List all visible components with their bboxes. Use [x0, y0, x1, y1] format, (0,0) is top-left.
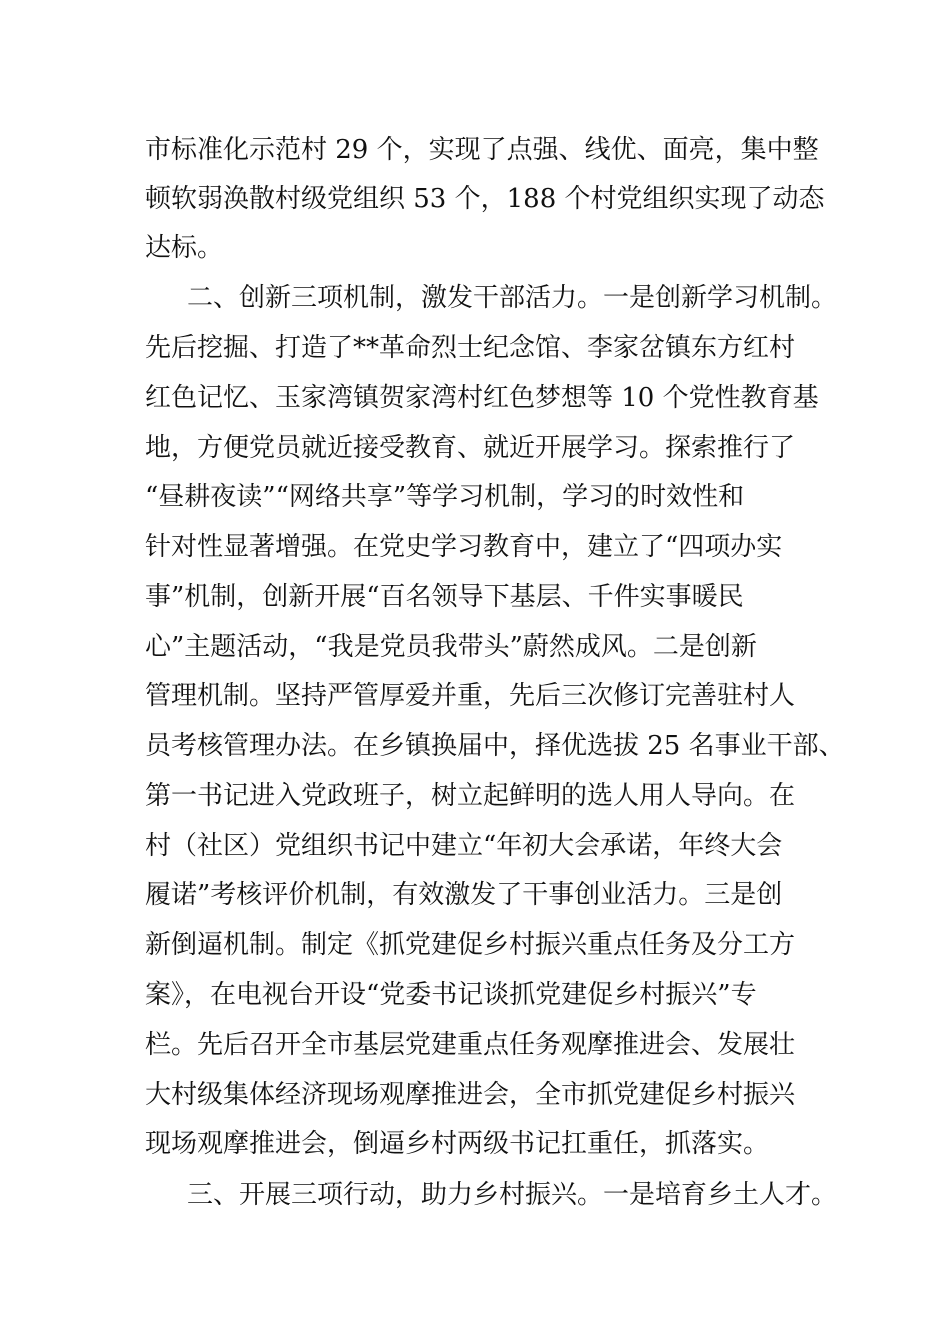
text-line: 事”机制，创新开展“百名领导下基层、千件实事暖民	[145, 582, 744, 612]
text-line: 先后挖掘、打造了**革命烈士纪念馆、李家岔镇东方红村	[145, 333, 796, 363]
text-line: 顿软弱涣散村级党组织 53 个，188 个村党组织实现了动态	[145, 184, 825, 214]
text-line: 地，方便党员就近接受教育、就近开展学习。探索推行了	[145, 433, 796, 463]
text-line: 大村级集体经济现场观摩推进会，全市抓党建促乡村振兴	[145, 1080, 796, 1110]
text-line: 针对性显著增强。在党史学习教育中，建立了“四项办实	[145, 532, 783, 562]
text-line: 心”主题活动，“我是党员我带头”蔚然成风。二是创新	[145, 632, 757, 662]
text-line: 员考核管理办法。在乡镇换届中，择优选拔 25 名事业干部、	[145, 731, 845, 761]
text-line: 达标。	[145, 233, 224, 263]
text-line: 新倒逼机制。制定《抓党建促乡村振兴重点任务及分工方	[145, 930, 796, 960]
text-line: 市标准化示范村 29 个，实现了点强、线优、面亮，集中整	[145, 135, 819, 165]
paragraph-heading-line: 三、开展三项行动，助力乡村振兴。一是培育乡土人才。	[187, 1180, 838, 1210]
text-line: 第一书记进入党政班子，树立起鲜明的选人用人导向。在	[145, 781, 796, 811]
text-line: 管理机制。坚持严管厚爱并重，先后三次修订完善驻村人	[145, 681, 796, 711]
text-line: 案》，在电视台开设“党委书记谈抓党建促乡村振兴”专	[145, 980, 757, 1010]
text-line: 村（社区）党组织书记中建立“年初大会承诺，年终大会	[145, 831, 783, 861]
paragraph-heading-line: 二、创新三项机制，激发干部活力。一是创新学习机制。	[187, 283, 838, 313]
text-line: 现场观摩推进会，倒逼乡村两级书记扛重任，抓落实。	[145, 1129, 770, 1159]
text-line: 栏。先后召开全市基层党建重点任务观摩推进会、发展壮	[145, 1030, 796, 1060]
text-line: 履诺”考核评价机制，有效激发了干事创业活力。三是创	[145, 880, 783, 910]
text-line: 红色记忆、玉家湾镇贺家湾村红色梦想等 10 个党性教育基	[145, 383, 819, 413]
text-line: “昼耕夜读”“网络共享”等学习机制，学习的时效性和	[145, 482, 745, 512]
